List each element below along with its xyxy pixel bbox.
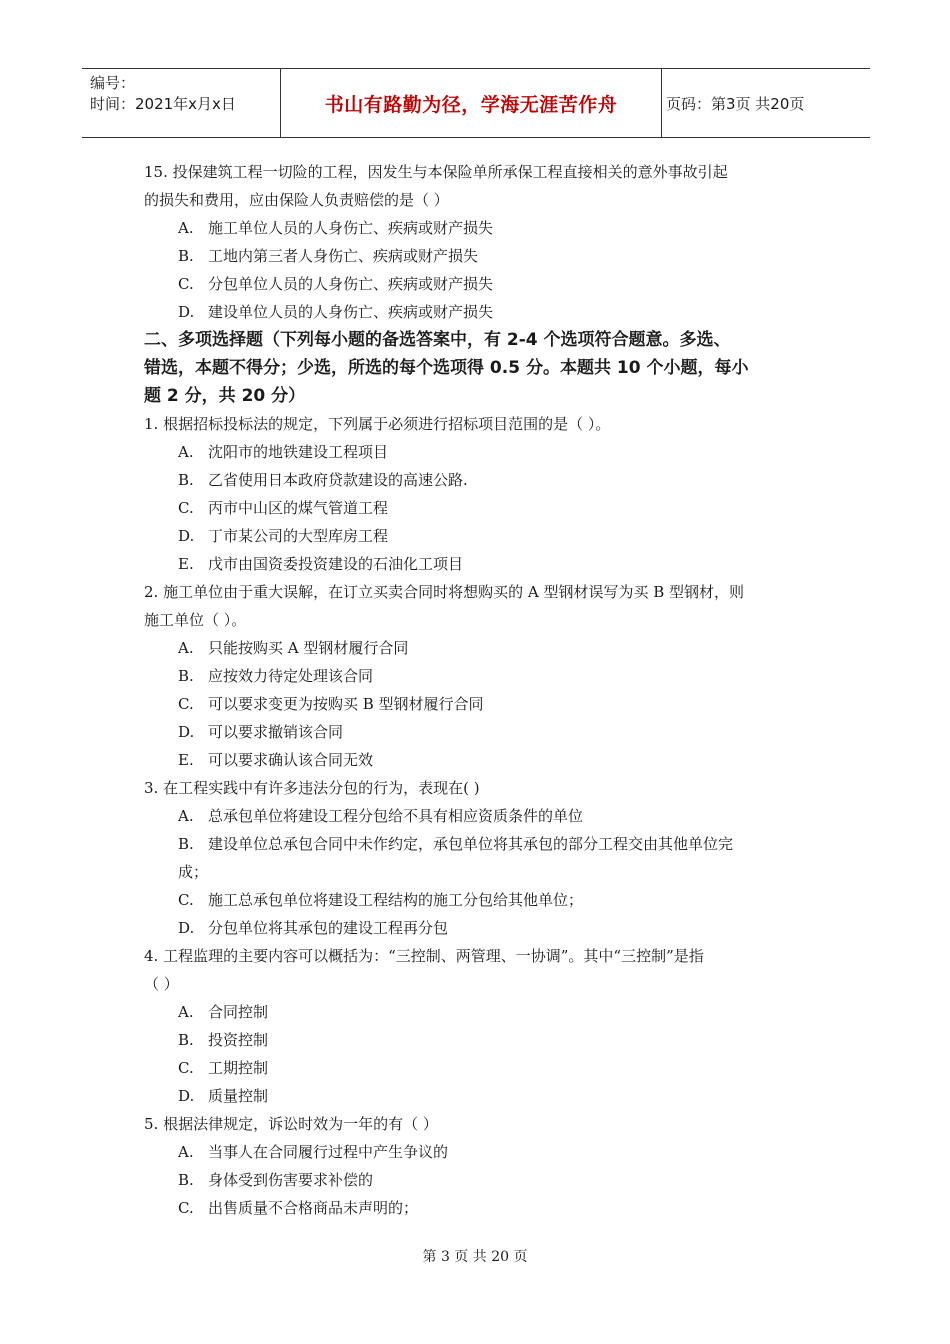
option-text: 丙市中山区的煤气管道工程	[208, 499, 389, 517]
question-4-line1: 4. 工程监理的主要内容可以概括为：“三控制、两管理、一协调”。其中“三控制”是指	[144, 947, 704, 965]
option-text: 当事人在合同履行过程中产生争议的	[208, 1143, 449, 1161]
option-item	[144, 494, 824, 522]
option-text: 只能按购买 A 型钢材履行合同	[208, 639, 409, 657]
option-text: 建设单位人员的人身伤亡、疾病或财产损失	[208, 303, 494, 321]
option-label: D.	[178, 919, 195, 937]
option-label: A.	[178, 1143, 194, 1161]
option-item	[144, 466, 824, 494]
option-text: 分包单位将其承包的建设工程再分包	[208, 919, 449, 937]
page-header	[82, 68, 870, 138]
option-label: D.	[178, 527, 195, 545]
option-item	[144, 634, 824, 662]
option-continuation	[144, 858, 824, 886]
option-text: 合同控制	[208, 1003, 269, 1021]
option-item	[144, 270, 824, 298]
option-text: 可以要求变更为按购买 B 型钢材履行合同	[208, 695, 484, 713]
option-label: B.	[178, 667, 194, 685]
option-text: 工期控制	[208, 1059, 269, 1077]
option-item	[144, 886, 824, 914]
option-label: A.	[178, 639, 194, 657]
option-text: 应按效力待定处理该合同	[208, 667, 374, 685]
question-2-line1: 2. 施工单位由于重大误解，在订立买卖合同时将想购买的 A 型钢材误写为买 B 型钢材，则	[144, 583, 745, 601]
option-item	[144, 550, 824, 578]
option-label: C.	[178, 275, 194, 293]
option-item	[144, 998, 824, 1026]
option-text: 施工单位人员的人身伤亡、疾病或财产损失	[208, 219, 494, 237]
option-item	[144, 1166, 824, 1194]
option-label: C.	[178, 499, 194, 517]
option-text: 身体受到伤害要求补偿的	[208, 1171, 374, 1189]
question-1: 1. 根据招标投标法的规定，下列属于必须进行招标项目范围的是（ ）。	[144, 415, 611, 433]
option-label: E.	[178, 751, 194, 769]
option-item	[144, 690, 824, 718]
option-item	[144, 914, 824, 942]
option-item	[144, 1138, 824, 1166]
option-item	[144, 298, 824, 326]
option-item	[144, 438, 824, 466]
option-label: B.	[178, 835, 194, 853]
option-text: 总承包单位将建设工程分包给不具有相应资质条件的单位	[208, 807, 584, 825]
option-text: 可以要求确认该合同无效	[208, 751, 374, 769]
option-label: B.	[178, 471, 194, 489]
option-item	[144, 802, 824, 830]
option-text: 乙省使用日本政府贷款建设的高速公路.	[208, 471, 468, 489]
option-label: C.	[178, 1199, 194, 1217]
option-item	[144, 242, 824, 270]
option-label: D.	[178, 723, 195, 741]
option-item	[144, 1082, 824, 1110]
option-label: E.	[178, 555, 194, 573]
question-15-line1: 15. 投保建筑工程一切险的工程，因发生与本保险单所承保工程直接相关的意外事故引起	[144, 163, 728, 181]
question-5: 5. 根据法律规定，诉讼时效为一年的有（ ）	[144, 1115, 438, 1133]
option-label: D.	[178, 1087, 195, 1105]
page-footer: 第 3 页 共 20 页	[422, 1249, 528, 1265]
page-code: 页码：第3页 共20页	[666, 95, 805, 113]
option-text: 丁市某公司的大型库房工程	[208, 527, 389, 545]
section-heading-line2: 错选，本题不得分；少选，所选的每个选项得 0.5 分。本题共 10 个小题，每小	[144, 358, 749, 378]
option-label: C.	[178, 695, 194, 713]
option-label: A.	[178, 807, 194, 825]
option-item	[144, 214, 824, 242]
option-text: 投资控制	[208, 1031, 269, 1049]
option-text: 质量控制	[208, 1087, 269, 1105]
option-label: A.	[178, 1003, 194, 1021]
option-text: 可以要求撤销该合同	[208, 723, 344, 741]
option-item	[144, 522, 824, 550]
option-label: A.	[178, 443, 194, 461]
question-15-line2: 的损失和费用，应由保险人负责赔偿的是（ ）	[144, 191, 449, 209]
question-3: 3. 在工程实践中有许多违法分包的行为，表现在( )	[144, 779, 480, 797]
header-meta	[90, 73, 280, 115]
option-label: A.	[178, 219, 194, 237]
option-label: B.	[178, 1031, 194, 1049]
option-label: C.	[178, 891, 194, 909]
option-label: C.	[178, 1059, 194, 1077]
option-text: 成；	[178, 863, 209, 881]
option-item	[144, 1054, 824, 1082]
section-heading-line1: 二、多项选择题（下列每小题的备选答案中，有 2-4 个选项符合题意。多选、	[144, 330, 731, 350]
number-label: 编号：	[90, 74, 136, 92]
question-4-line2: （ ）	[144, 975, 179, 993]
option-text: 沈阳市的地铁建设工程项目	[208, 443, 389, 461]
question-2-line2: 施工单位（ ）。	[144, 611, 247, 629]
option-item	[144, 1026, 824, 1054]
section-heading-line3: 题 2 分，共 20 分）	[144, 386, 306, 406]
option-item	[144, 830, 824, 858]
option-text: 分包单位人员的人身伤亡、疾病或财产损失	[208, 275, 494, 293]
time-line: 时间：2021年x月x日	[90, 95, 236, 113]
header-motto-cell	[280, 69, 662, 137]
option-label: D.	[178, 303, 195, 321]
document-body	[144, 158, 824, 1222]
option-item	[144, 718, 824, 746]
option-label: B.	[178, 1171, 194, 1189]
option-label: B.	[178, 247, 194, 265]
option-text: 戊市由国资委投资建设的石油化工项目	[208, 555, 464, 573]
option-text: 施工总承包单位将建设工程结构的施工分包给其他单位；	[208, 891, 584, 909]
option-text: 建设单位总承包合同中未作约定，承包单位将其承包的部分工程交由其他单位完	[208, 835, 734, 853]
option-text: 出售质量不合格商品未声明的；	[208, 1199, 419, 1217]
option-item	[144, 662, 824, 690]
option-item	[144, 746, 824, 774]
option-text: 工地内第三者人身伤亡、疾病或财产损失	[208, 247, 479, 265]
motto: 书山有路勤为径，学海无涯苦作舟	[324, 93, 618, 116]
option-item	[144, 1194, 824, 1222]
